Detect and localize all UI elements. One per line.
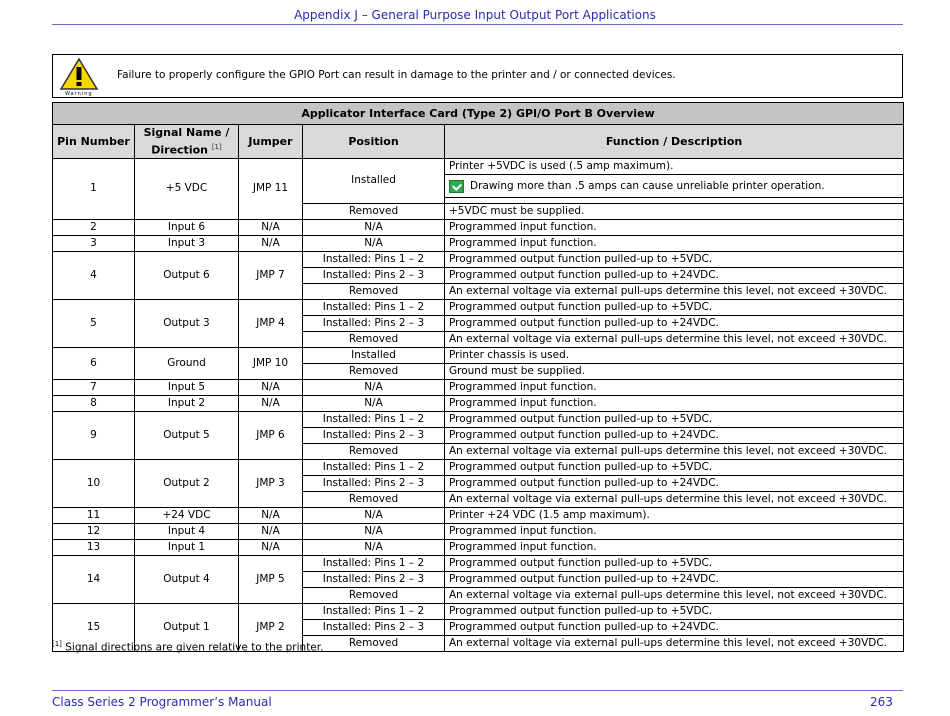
col-header-signal-line2: Direction: [151, 143, 208, 157]
position-cell: Installed: Pins 1 – 2: [303, 299, 445, 315]
function-cell: +5VDC must be supplied.: [445, 203, 904, 219]
signal-cell: Input 1: [135, 539, 239, 555]
jumper-cell: N/A: [239, 539, 303, 555]
signal-cell: Output 2: [135, 459, 239, 507]
position-cell: Removed: [303, 443, 445, 459]
signal-cell: Output 3: [135, 299, 239, 347]
position-cell: Installed: Pins 2 – 3: [303, 315, 445, 331]
pin-cell: 7: [53, 379, 135, 395]
position-cell: N/A: [303, 379, 445, 395]
warning-box: [52, 54, 903, 98]
jumper-cell: N/A: [239, 219, 303, 235]
col-header-position: Position: [303, 125, 445, 159]
function-cell: Programmed output function pulled-up to +24VDC.: [445, 571, 904, 587]
jumper-cell: JMP 5: [239, 555, 303, 603]
pin-cell: 5: [53, 299, 135, 347]
signal-cell: +5 VDC: [135, 158, 239, 219]
jumper-cell: JMP 3: [239, 459, 303, 507]
note-divider: [445, 197, 903, 202]
table-row: [53, 603, 904, 619]
function-cell: An external voltage via external pull-ups determine this level, not exceed +30VDC.: [445, 331, 904, 347]
table-row: [53, 539, 904, 555]
function-cell: Programmed output function pulled-up to +5VDC.: [445, 299, 904, 315]
table-row: [53, 411, 904, 427]
position-cell: Removed: [303, 203, 445, 219]
warning-text: Failure to properly configure the GPIO Port can result in damage to the printer and / or connected devices.: [117, 69, 676, 81]
function-cell: Programmed output function pulled-up to +24VDC.: [445, 619, 904, 635]
jumper-cell: N/A: [239, 507, 303, 523]
table-row: [53, 219, 904, 235]
jumper-cell: JMP 10: [239, 347, 303, 379]
jumper-cell: JMP 7: [239, 251, 303, 299]
position-cell: Installed: Pins 2 – 3: [303, 619, 445, 635]
position-cell: Installed: Pins 1 – 2: [303, 251, 445, 267]
pin-cell: 14: [53, 555, 135, 603]
table-footnote: [52, 640, 323, 654]
jumper-cell: JMP 4: [239, 299, 303, 347]
position-cell: Removed: [303, 363, 445, 379]
function-cell: An external voltage via external pull-ups determine this level, not exceed +30VDC.: [445, 491, 904, 507]
function-cell: Programmed output function pulled-up to +24VDC.: [445, 475, 904, 491]
jumper-cell: JMP 6: [239, 411, 303, 459]
page-header-title: Appendix J – General Purpose Input Output Port Applications: [294, 8, 656, 22]
function-cell: [445, 158, 904, 203]
footer-page-number: 263: [870, 695, 893, 709]
position-cell: N/A: [303, 539, 445, 555]
function-cell: Programmed input function.: [445, 539, 904, 555]
function-cell: Programmed output function pulled-up to +5VDC.: [445, 603, 904, 619]
pin-cell: 8: [53, 395, 135, 411]
position-cell: Installed: Pins 1 – 2: [303, 555, 445, 571]
function-cell: Programmed output function pulled-up to +24VDC.: [445, 267, 904, 283]
signal-cell: +24 VDC: [135, 507, 239, 523]
position-cell: Installed: Pins 1 – 2: [303, 411, 445, 427]
pin-cell: 3: [53, 235, 135, 251]
col-header-signal: [135, 125, 239, 159]
table-row: [53, 299, 904, 315]
table-row: [53, 251, 904, 267]
signal-cell: Output 1: [135, 603, 239, 651]
pin-cell: 13: [53, 539, 135, 555]
jumper-cell: N/A: [239, 379, 303, 395]
pin-cell: 9: [53, 411, 135, 459]
pin1-installed-desc: Printer +5VDC is used (.5 amp maximum).: [445, 159, 903, 175]
position-cell: N/A: [303, 507, 445, 523]
table-row: [53, 523, 904, 539]
footer-manual-title: Class Series 2 Programmer’s Manual: [52, 695, 272, 709]
function-cell: Programmed output function pulled-up to +24VDC.: [445, 427, 904, 443]
warning-caption: Warning: [65, 91, 93, 97]
pin-cell: 15: [53, 603, 135, 651]
footnote-text: Signal directions are given relative to the printer.: [65, 641, 324, 654]
table-row: [53, 459, 904, 475]
position-cell: N/A: [303, 395, 445, 411]
function-cell: Printer chassis is used.: [445, 347, 904, 363]
position-cell: Removed: [303, 283, 445, 299]
pin-cell: 12: [53, 523, 135, 539]
pin1-note: [445, 175, 903, 197]
position-cell: Installed: [303, 347, 445, 363]
function-cell: An external voltage via external pull-ups determine this level, not exceed +30VDC.: [445, 587, 904, 603]
pin-cell: 4: [53, 251, 135, 299]
signal-cell: Output 6: [135, 251, 239, 299]
position-cell: Installed: Pins 2 – 3: [303, 267, 445, 283]
function-cell: Programmed input function.: [445, 219, 904, 235]
jumper-cell: JMP 11: [239, 158, 303, 219]
position-cell: Installed: Pins 1 – 2: [303, 459, 445, 475]
position-cell: Installed: [303, 158, 445, 203]
gpio-table: [52, 102, 904, 652]
position-cell: Installed: Pins 2 – 3: [303, 427, 445, 443]
position-cell: N/A: [303, 219, 445, 235]
position-cell: N/A: [303, 523, 445, 539]
function-cell: Programmed input function.: [445, 523, 904, 539]
function-cell: Programmed input function.: [445, 395, 904, 411]
jumper-cell: N/A: [239, 395, 303, 411]
col-header-footnote-mark: [1]: [211, 143, 222, 151]
position-cell: Removed: [303, 587, 445, 603]
signal-cell: Input 3: [135, 235, 239, 251]
function-cell: Programmed input function.: [445, 235, 904, 251]
function-cell: An external voltage via external pull-ups determine this level, not exceed +30VDC.: [445, 635, 904, 651]
position-cell: Installed: Pins 2 – 3: [303, 475, 445, 491]
table-title: Applicator Interface Card (Type 2) GPI/O Port B Overview: [53, 103, 904, 125]
table-row: [53, 235, 904, 251]
pin-cell: 1: [53, 158, 135, 219]
position-cell: Installed: Pins 2 – 3: [303, 571, 445, 587]
function-cell: An external voltage via external pull-ups determine this level, not exceed +30VDC.: [445, 443, 904, 459]
function-cell: Programmed output function pulled-up to +5VDC.: [445, 459, 904, 475]
signal-cell: Input 2: [135, 395, 239, 411]
position-cell: Removed: [303, 491, 445, 507]
col-header-signal-line1: Signal Name /: [143, 126, 230, 139]
col-header-function: Function / Description: [445, 125, 904, 159]
note-icon: [449, 180, 464, 193]
col-header-pin: Pin Number: [53, 125, 135, 159]
pin-cell: 11: [53, 507, 135, 523]
jumper-cell: N/A: [239, 523, 303, 539]
jumper-cell: N/A: [239, 235, 303, 251]
function-cell: Programmed output function pulled-up to +5VDC.: [445, 411, 904, 427]
col-header-jumper: Jumper: [239, 125, 303, 159]
signal-cell: Ground: [135, 347, 239, 379]
signal-cell: Output 5: [135, 411, 239, 459]
pin1-note-text: Drawing more than .5 amps can cause unreliable printer operation.: [470, 179, 825, 192]
table-row: [53, 347, 904, 363]
footer-divider: [52, 690, 903, 691]
position-cell: Removed: [303, 331, 445, 347]
signal-cell: Output 4: [135, 555, 239, 603]
function-cell: Programmed output function pulled-up to +5VDC.: [445, 251, 904, 267]
jumper-cell: JMP 2: [239, 603, 303, 651]
header-divider: [52, 24, 903, 25]
function-cell: An external voltage via external pull-ups determine this level, not exceed +30VDC.: [445, 283, 904, 299]
signal-cell: Input 5: [135, 379, 239, 395]
pin-cell: 2: [53, 219, 135, 235]
signal-cell: Input 6: [135, 219, 239, 235]
signal-cell: Input 4: [135, 523, 239, 539]
table-row: [53, 507, 904, 523]
table-row: [53, 555, 904, 571]
function-cell: Programmed output function pulled-up to +24VDC.: [445, 315, 904, 331]
pin-cell: 10: [53, 459, 135, 507]
function-cell: Ground must be supplied.: [445, 363, 904, 379]
position-cell: Removed: [303, 635, 445, 651]
pin-cell: 6: [53, 347, 135, 379]
table-row: [53, 379, 904, 395]
footnote-mark: [1]: [52, 640, 62, 648]
function-cell: Printer +24 VDC (1.5 amp maximum).: [445, 507, 904, 523]
table-row: [53, 395, 904, 411]
position-cell: Installed: Pins 1 – 2: [303, 603, 445, 619]
function-cell: Programmed output function pulled-up to +5VDC.: [445, 555, 904, 571]
function-cell: Programmed input function.: [445, 379, 904, 395]
warning-icon: [59, 57, 99, 95]
table-row: [53, 158, 904, 203]
position-cell: N/A: [303, 235, 445, 251]
